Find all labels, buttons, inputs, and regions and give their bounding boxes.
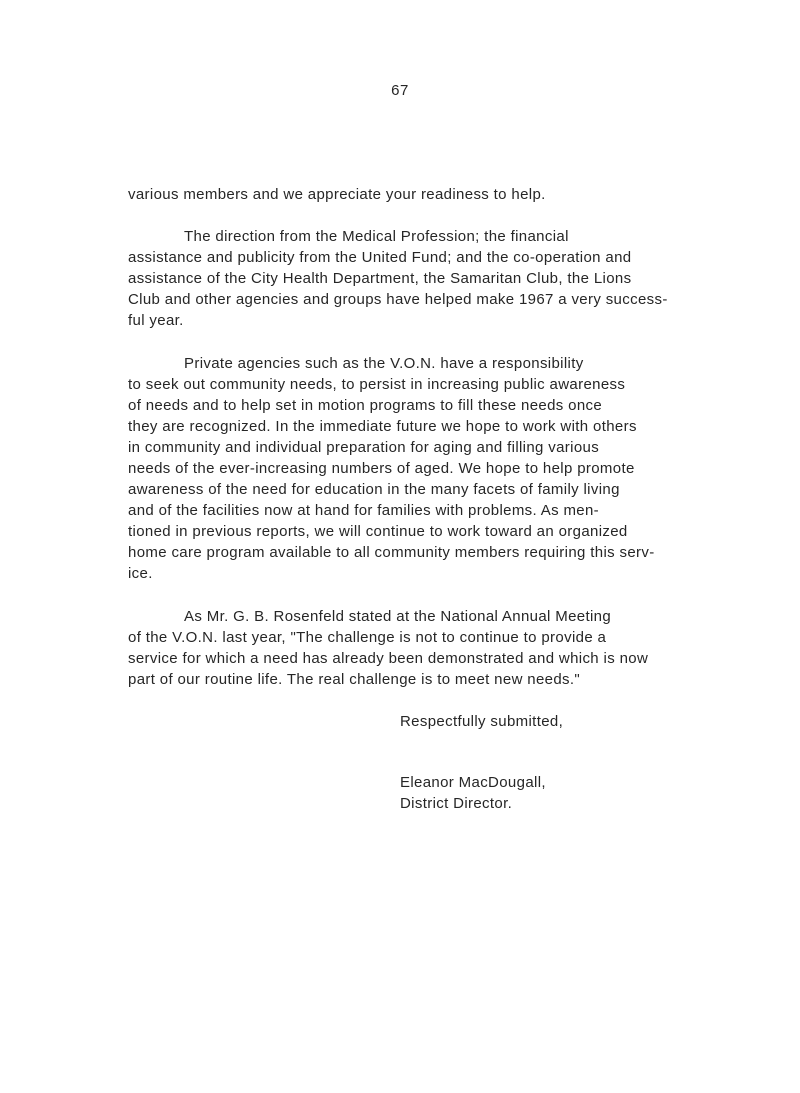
- paragraph-line: ice.: [128, 565, 153, 582]
- paragraph-line: needs of the ever-increasing numbers of aged. We hope to help promote: [128, 460, 635, 477]
- paragraph-line: Club and other agencies and groups have helped make 1967 a very success-: [128, 291, 668, 308]
- paragraph-line: they are recognized. In the immediate future we hope to work with others: [128, 418, 637, 435]
- paragraph-line: in community and individual preparation for aging and filling various: [128, 439, 600, 456]
- paragraph-line: The direction from the Medical Profession; the financial: [184, 228, 569, 245]
- paragraph-line: Private agencies such as the V.O.N. have a responsibility: [184, 355, 584, 372]
- paragraph-line: ful year.: [128, 312, 184, 329]
- paragraph-line: home care program available to all community members requiring this serv-: [128, 544, 655, 561]
- paragraph-line: As Mr. G. B. Rosenfeld stated at the National Annual Meeting: [184, 608, 612, 625]
- page-number: 67: [391, 82, 409, 99]
- paragraph-line: various members and we appreciate your readiness to help.: [128, 186, 546, 203]
- paragraph-line: assistance of the City Health Department, the Samaritan Club, the Lions: [128, 270, 632, 287]
- signature-name: Eleanor MacDougall,: [400, 774, 546, 791]
- paragraph-line: to seek out community needs, to persist in increasing public awareness: [128, 376, 626, 393]
- paragraph-line: of the V.O.N. last year, "The challenge is not to continue to provide a: [128, 629, 607, 646]
- paragraph-line: part of our routine life. The real challenge is to meet new needs.": [128, 671, 581, 688]
- signature-title: District Director.: [400, 795, 513, 812]
- paragraph-line: and of the facilities now at hand for families with problems. As men-: [128, 502, 600, 519]
- paragraph-line: service for which a need has already been demonstrated and which is now: [128, 650, 649, 667]
- paragraph-line: awareness of the need for education in the many facets of family living: [128, 481, 620, 498]
- closing-text: Respectfully submitted,: [400, 713, 564, 730]
- paragraph-line: assistance and publicity from the United Fund; and the co-operation and: [128, 249, 632, 266]
- paragraph-line: tioned in previous reports, we will continue to work toward an organized: [128, 523, 628, 540]
- paragraph-line: of needs and to help set in motion programs to fill these needs once: [128, 397, 603, 414]
